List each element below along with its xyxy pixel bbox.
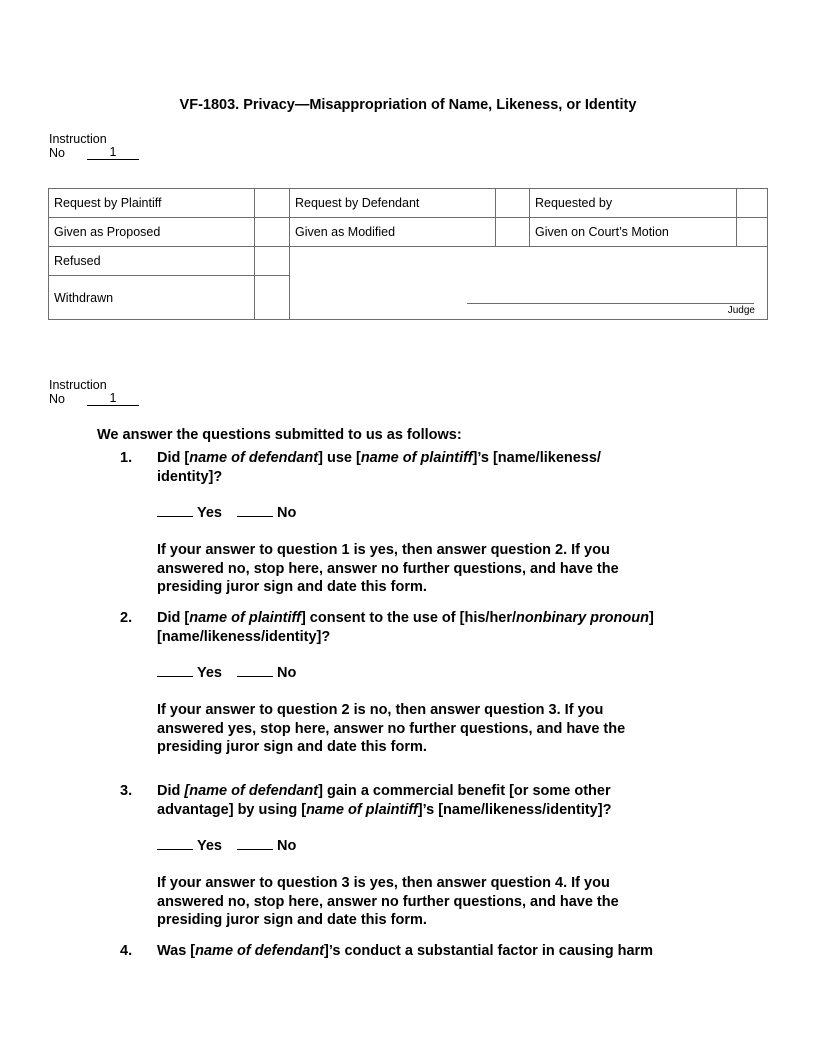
question-number: 4. [120,943,133,959]
question-instruction: If your answer to question 2 is no, then answer question 3. If you answered yes, stop here, answer no further questions, and have the presiding juror sign and date this form. [157,702,626,755]
instruction-label: Instruction [49,378,107,392]
instruction-no-label: No [49,392,65,406]
checkbox-given-as-proposed[interactable] [254,217,289,247]
no-label: No [277,665,297,681]
cell-given-on-courts-motion: Given on Court’s Motion [535,225,669,239]
question-text: Did [name of defendant] use [name of plaintiff]’s [name/likeness/ identity]? [157,450,601,485]
checkbox-request-by-plaintiff[interactable] [254,188,289,218]
checkbox-requested-by[interactable] [736,188,767,218]
no-label: No [277,505,297,521]
checkbox-given-as-modified[interactable] [495,217,529,247]
instruction-no-value: 1 [87,392,139,406]
no-label: No [277,838,297,854]
cell-withdrawn: Withdrawn [54,290,114,305]
question-instruction: If your answer to question 1 is yes, then answer question 2. If you answered no, stop here, answer no further questions, and have the presiding juror sign and date this form. [157,542,619,595]
checkbox-refused[interactable] [254,246,289,276]
page-title: VF-1803. Privacy—Misappropriation of Name, Likeness, or Identity [179,97,637,113]
question-number: 2. [120,610,133,626]
cell-request-by-defendant: Request by Defendant [295,196,420,210]
instruction-no-value: 1 [87,146,139,160]
no-blank[interactable] [237,837,273,850]
yes-label: Yes [197,665,222,681]
question-number: 1. [120,450,133,466]
instruction-number-block [49,378,139,406]
cell-request-by-plaintiff: Request by Plaintiff [54,196,162,210]
checkbox-withdrawn[interactable] [254,275,289,320]
cell-given-as-proposed: Given as Proposed [54,225,161,239]
cell-refused: Refused [54,254,101,268]
yes-no-answer [157,664,296,683]
cell-requested-by: Requested by [535,196,613,210]
instruction-label: Instruction [49,132,107,146]
question-number: 3. [120,783,133,799]
yes-blank[interactable] [157,504,193,517]
instruction-number-block [49,132,139,160]
question-text: Did [name of plaintiff] consent to the use of [his/her/nonbinary pronoun] [name/likeness/identity]? [157,610,654,645]
yes-blank[interactable] [157,664,193,677]
yes-label: Yes [197,838,222,854]
question-instruction: If your answer to question 3 is yes, then answer question 4. If you answered no, stop here, answer no further questions, and have the presiding juror sign and date this form. [157,875,619,928]
judge-signature-line[interactable] [467,303,754,304]
judge-label: Judge [727,305,755,316]
yes-no-answer [157,837,296,856]
checkbox-given-on-courts-motion[interactable] [736,217,767,247]
instruction-no-label: No [49,146,65,160]
question-text: Did [name of defendant] gain a commercial benefit [or some other advantage] by using [name of plaintiff]’s [name/likeness/identity]? [157,783,612,818]
yes-no-answer [157,504,296,523]
no-blank[interactable] [237,504,273,517]
cell-given-as-modified: Given as Modified [295,225,396,239]
yes-label: Yes [197,505,222,521]
question-text: Was [name of defendant]’s conduct a substantial factor in causing harm [157,943,654,959]
checkbox-request-by-defendant[interactable] [495,188,529,218]
verdict-intro: We answer the questions submitted to us as follows: [97,427,462,443]
disposition-table [48,188,768,320]
yes-blank[interactable] [157,837,193,850]
no-blank[interactable] [237,664,273,677]
